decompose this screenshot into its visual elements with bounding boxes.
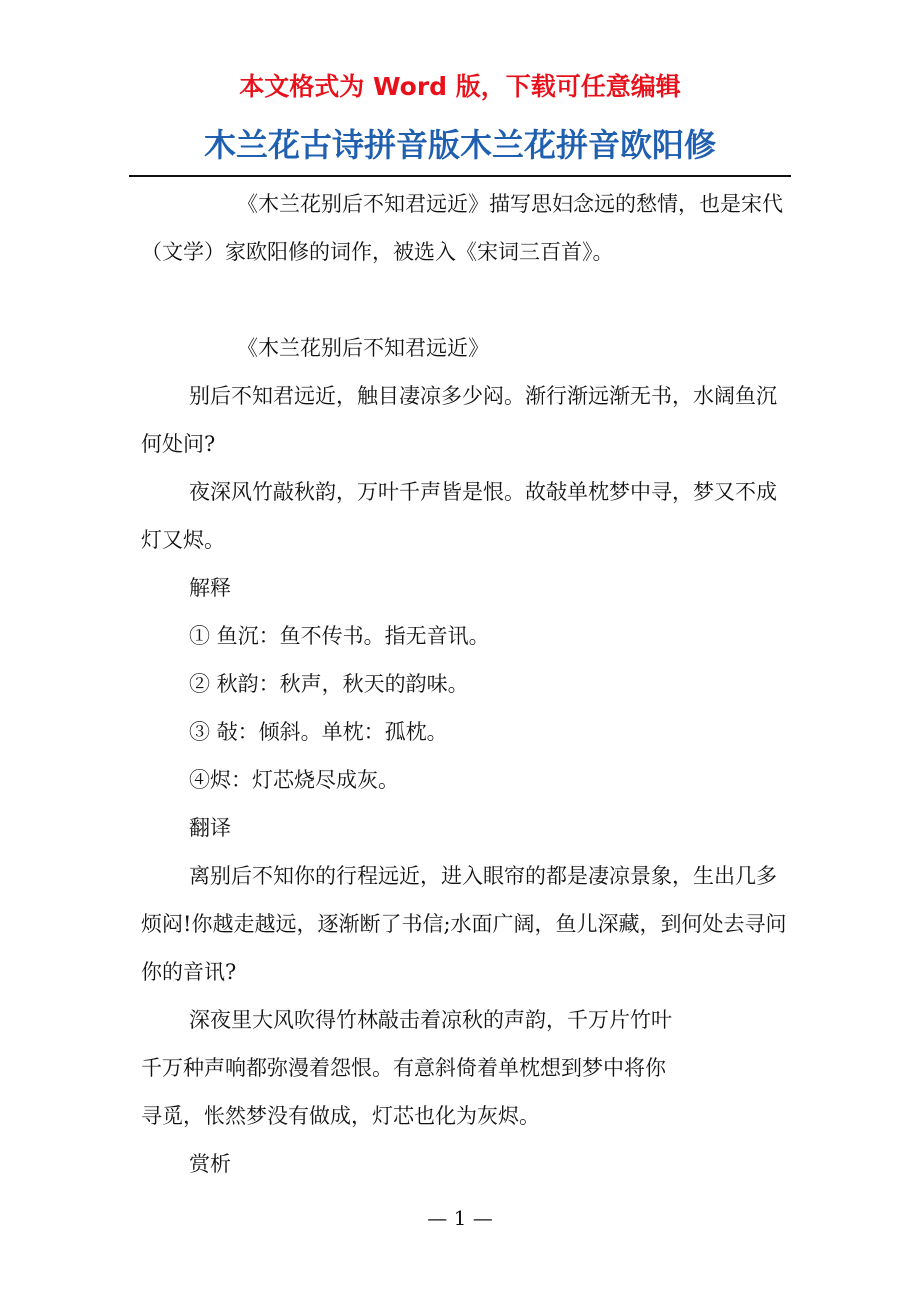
page-number: — 1 — [427, 1206, 493, 1230]
intro-paragraph: 《木兰花别后不知君远近》描写思妇念远的愁情，也是宋代（文学）家欧阳修的词作，被选入《宋词三百首》。 [141, 192, 783, 264]
document-body [141, 180, 791, 1188]
poem-stanza-2: 夜深风竹敲秋韵，万叶千声皆是恨。故敧单枕梦中寻，梦又不成灯又烬。 [141, 480, 777, 552]
note-item-3: ③ 敧：倾斜。单枕：孤枕。 [189, 720, 448, 744]
note-item-1: ① 鱼沉：鱼不传书。指无音讯。 [189, 624, 490, 648]
section-heading-explanation: 解释 [189, 576, 231, 600]
note-item-2: ② 秋韵：秋声，秋天的韵味。 [189, 672, 469, 696]
section-heading-appreciation: 赏析 [189, 1152, 231, 1176]
poem-stanza-1: 别后不知君远近，触目凄凉多少闷。渐行渐远渐无书，水阔鱼沉何处问? [141, 384, 777, 456]
section-heading-translation: 翻译 [189, 816, 231, 840]
document-title: 木兰花古诗拼音版木兰花拼音欧阳修 [203, 126, 716, 164]
title-divider [129, 175, 791, 177]
blank-line [141, 276, 791, 324]
download-banner: 本文格式为 Word 版，下载可任意编辑 [239, 72, 681, 101]
translation-paragraph-1: 离别后不知你的行程远近，进入眼帘的都是凄凉景象，生出几多烦闷!你越走越远，逐渐断了书信;水面广阔，鱼儿深藏，到何处去寻问你的音讯? [141, 864, 787, 984]
translation-paragraph-2: 深夜里大风吹得竹林敲击着凉秋的声韵，千万片竹叶 千万种声响都弥漫着怨恨。有意斜倚着单枕想到梦中将你 寻觅，怅然梦没有做成，灯芯也化为灰烬。 [141, 1008, 672, 1128]
poem-title: 《木兰花别后不知君远近》 [237, 336, 489, 360]
note-item-4: ④烬：灯芯烧尽成灰。 [189, 768, 399, 792]
